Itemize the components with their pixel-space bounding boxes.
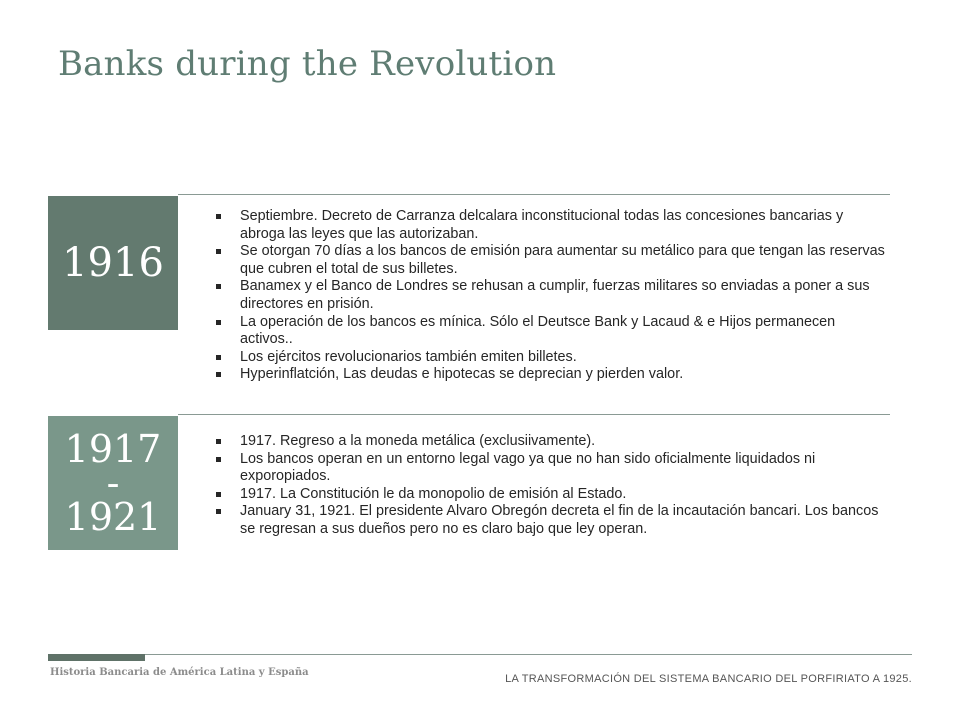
section-1916 [48, 194, 890, 414]
square-bullet-icon [216, 249, 221, 254]
list-item-text: 1917. Regreso a la moneda metálica (exclusiivamente). [240, 433, 596, 449]
list-item-text: Septiembre. Decreto de Carranza delcalara inconstitucional todas las concesiones bancarias y abroga las leyes que las autorizaban. [240, 208, 844, 242]
list-item-text: Los bancos operan en un entorno legal vago ya que no han sido oficialmente liquidados ni exporopiados. [240, 450, 816, 485]
square-bullet-icon [216, 355, 221, 360]
year-separator: - [106, 461, 120, 505]
square-bullet-icon [216, 509, 221, 514]
list-item [214, 208, 890, 243]
square-bullet-icon [216, 284, 221, 289]
list-item-text: Banamex y el Banco de Londres se rehusan a cumplir, fuerzas militares so enviadas a poner a sus directores en prisión. [240, 278, 870, 312]
list-item [214, 314, 890, 349]
square-bullet-icon [216, 320, 221, 325]
list-item [214, 243, 890, 278]
square-bullet-icon [216, 457, 221, 462]
year-label-start: 1917 [64, 427, 162, 471]
section-divider [178, 414, 890, 415]
square-bullet-icon [216, 214, 221, 219]
year-label: 1916 [62, 240, 164, 286]
bullet-list [214, 433, 890, 539]
slide-title: Banks during the Revolution [58, 44, 557, 84]
list-item [214, 486, 890, 504]
square-bullet-icon [216, 372, 221, 377]
square-bullet-icon [216, 492, 221, 497]
footer-caption: LA TRANSFORMACIÓN DEL SISTEMA BANCARIO DEL PORFIRIATO A 1925. [505, 673, 912, 685]
list-item [214, 349, 890, 367]
list-item [214, 503, 890, 538]
square-bullet-icon [216, 439, 221, 444]
year-box [48, 196, 178, 330]
list-item-text: 1917. La Constitución le da monopolio de emisión al Estado. [240, 485, 627, 502]
list-item-text: January 31, 1921. El presidente Alvaro Obregón decreta el fin de la incautación bancari. Los bancos se regresan a sus dueños pero no es claro bajo que ley operan. [240, 503, 879, 537]
section-1917-1921 [48, 414, 890, 554]
list-item-text: La operación de los bancos es mínica. Sólo el Deutsce Bank y Lacaud & e Hijos permanecen activos.. [240, 313, 836, 348]
list-item [214, 451, 890, 486]
list-item [214, 278, 890, 313]
list-item-text: Los ejércitos revolucionarios también emiten billetes. [240, 348, 577, 365]
footer-accent-bar [48, 654, 145, 661]
list-item-text: Hyperinflatción, Las deudas e hipotecas se deprecian y pierden valor. [240, 366, 684, 383]
list-item-text: Se otorgan 70 días a los bancos de emisión para aumentar su metálico para que tengan las reservas que cubren el total de sus billetes. [240, 243, 885, 277]
footer-divider [145, 654, 912, 655]
section-divider [178, 194, 890, 195]
footer-source: Historia Bancaria de América Latina y España [50, 667, 309, 678]
bullet-list [214, 208, 890, 384]
list-item [214, 433, 890, 451]
year-label-end: 1921 [64, 495, 162, 539]
list-item [214, 366, 890, 384]
year-box [48, 416, 178, 550]
